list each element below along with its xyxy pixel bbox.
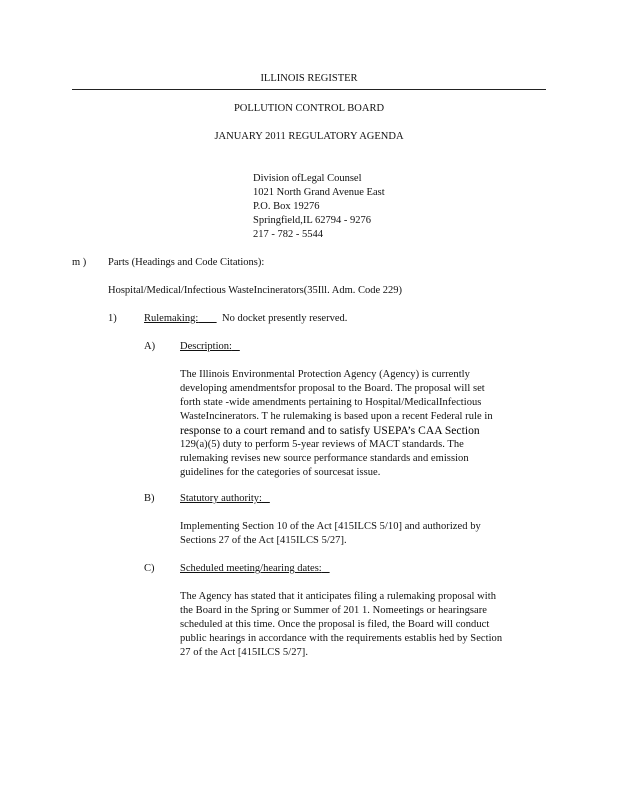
section-b-heading (180, 492, 270, 506)
description-line-8: guidelines for the categories of sourcesat issue. (180, 467, 381, 478)
scheduled-line-5: 27 of the Act [415ILCS 5/27]. (180, 647, 309, 658)
address-line-4: Springfield,IL 62794 - 9276 (253, 215, 372, 226)
scheduled-dates-label: Scheduled meeting/hearing dates: (180, 563, 322, 574)
description-line-7: rulemaking revises new source performance standards and emission (180, 453, 469, 464)
section-b-letter: B) (144, 493, 155, 504)
parts-line: Hospital/Medical/Infectious WasteIncinerators(35Ill. Adm. Code 229) (108, 285, 403, 296)
item-1-label (144, 312, 217, 326)
board-title: POLLUTION CONTROL BOARD (233, 103, 385, 114)
address-line-3: P.O. Box 19276 (253, 201, 320, 212)
header-rule (72, 89, 546, 90)
description-paragraph (180, 368, 493, 480)
description-line-5: response to a court remand and to satisfy USEPA’s CAA Section (180, 425, 480, 437)
description-label: Description: (180, 341, 232, 352)
item-1-text: No docket presently reserved. (222, 313, 348, 324)
statutory-authority-label: Statutory authority: (180, 493, 262, 504)
description-line-3: forth state -wide amendments pertaining to Hospital/MedicalInfectious (180, 397, 482, 408)
scheduled-line-1: The Agency has stated that it anticipates filing a rulemaking proposal with (180, 591, 497, 602)
statutory-line-1: Implementing Section 10 of the Act [415ILCS 5/10] and authorized by (180, 521, 481, 532)
register-title: ILLINOIS REGISTER (260, 73, 358, 84)
statutory-line-2: Sections 27 of the Act [415ILCS 5/27]. (180, 535, 347, 546)
section-c-heading (180, 562, 330, 576)
section-c-letter: C) (144, 563, 155, 574)
description-line-2: developing amendmentsfor proposal to the Board. The proposal will set (180, 383, 485, 394)
agenda-title: JANUARY 2011 REGULATORY AGENDA (214, 131, 404, 142)
scheduled-line-4: public hearings in accordance with the requirements establis hed by Section (180, 633, 503, 644)
item-1-number: 1) (108, 313, 117, 324)
description-line-6: 129(a)(5) duty to perform 5-year reviews of MACT standards. The (180, 439, 464, 450)
scheduled-dates-paragraph (180, 590, 502, 660)
address-line-2: 1021 North Grand Avenue East (253, 187, 385, 198)
scheduled-line-2: the Board in the Spring or Summer of 201 1. Nomeetings or hearingsare (180, 605, 488, 616)
scheduled-line-3: scheduled at this time. Once the proposal is filed, the Board will conduct (180, 619, 490, 630)
address-line-1: Division ofLegal Counsel (253, 173, 362, 184)
description-line-4: WasteIncinerators. T he rulemaking is based upon a recent Federal rule in (180, 411, 493, 422)
statutory-authority-paragraph (180, 520, 481, 548)
rulemaking-label: Rulemaking: (144, 313, 199, 324)
section-a-letter: A) (144, 341, 156, 352)
item-m-text: Parts (Headings and Code Citations): (108, 257, 265, 268)
item-m-marker: m ) (72, 257, 87, 268)
address-line-5: 217 - 782 - 5544 (253, 229, 323, 240)
section-a-heading (180, 340, 240, 354)
description-line-1: The Illinois Environmental Protection Agency (Agency) is currently (180, 369, 470, 380)
